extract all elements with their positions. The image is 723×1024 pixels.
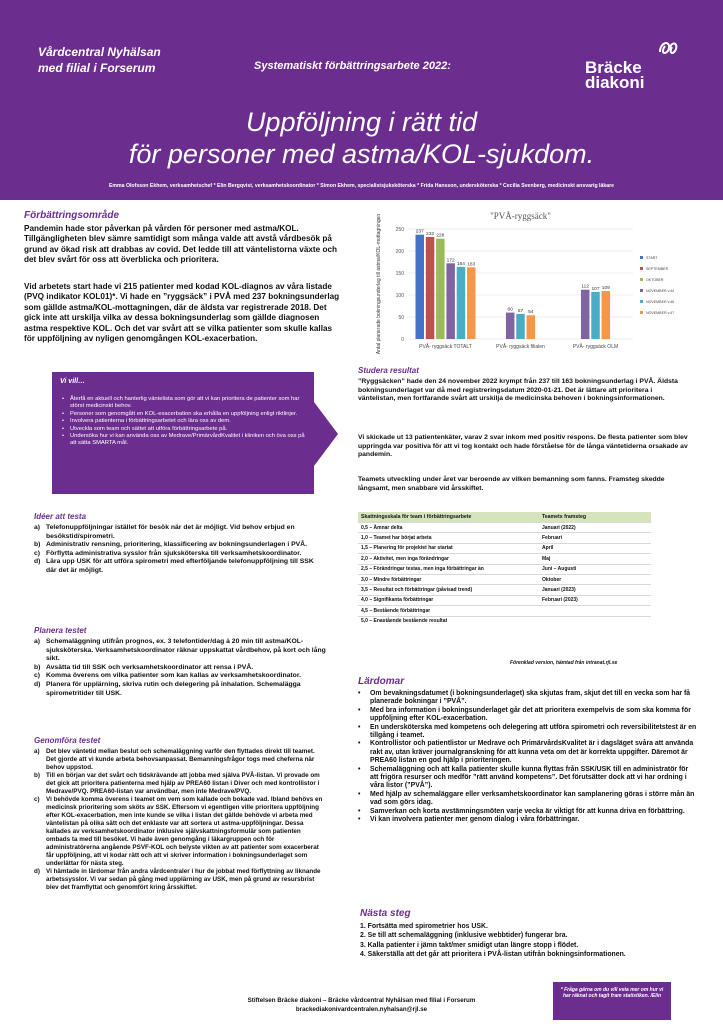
bar [457, 267, 466, 339]
bar [527, 315, 536, 339]
bar-value-label: 163 [467, 262, 476, 268]
bar [506, 313, 515, 339]
planera-item [34, 672, 326, 681]
y-tick-label: 200 [395, 249, 404, 255]
legend-swatch [640, 278, 643, 281]
table-row [358, 554, 651, 564]
footer-line-1: Stiftelsen Bräcke diakoni – Bräcke vårdcentral Nyhälsan med filial i Forserum [247, 997, 476, 1004]
lardom-item: • Vi kan involvera patienter mer genom dialog i våra förbättringar. [358, 816, 698, 824]
statistics-note: * Fråga gärna om du vill veta mer om hur vi har räknat och tagit fram statistiken. /Elin [553, 982, 671, 1020]
bar-value-label: 109 [601, 286, 610, 292]
table-row [358, 533, 651, 543]
item-marker: a) [34, 524, 41, 531]
item-marker: a) [34, 748, 40, 755]
lardom-item: • En undersköterska med kompetens och delegering att utföra spirometri och reversibilitetstest är en tillgång i teamet. [358, 724, 698, 741]
legend-label: NOVEMBER v.47 [646, 311, 675, 315]
bar-value-label: 54 [528, 310, 534, 316]
org-line-1: Vårdcentral Nyhälsan [38, 45, 161, 59]
lardom-item: • Om bevakningsdatumet (i bokningsunderlaget) ska skjutas fram, skjut det till en vecka som har få planerade bokningar i ”PVÅ”. [358, 690, 698, 707]
studera-paragraph-1: ”Ryggsäcken” hade den 24 november 2022 krympt från 237 till 163 bokningsunderlag i PVÅ. Äldsta bokningsunderlaget var då med registreringsdatum 2020-01-21. Det är lättare att prioritera i väntelistan, men fortfarande svårt att urskilja de medicinska behoven i bokningsinformationen. [358, 378, 678, 403]
item-marker: b) [34, 772, 40, 779]
table-cell: 0,5 – Ämnar delta [358, 523, 539, 533]
legend-swatch [640, 267, 643, 270]
lardom-item: • Samverkan och korta avstämningsmöten varje vecka är viktigt för att kunna driva en förbättring. [358, 808, 698, 816]
y-tick-label: 0 [401, 337, 404, 343]
ideer-item [34, 541, 326, 550]
item-marker: c) [34, 672, 41, 680]
table-row [358, 606, 651, 616]
legend-label: NOVEMBER v.44 [646, 289, 675, 293]
y-tick-label: 50 [398, 315, 404, 321]
vi-vill-item: • Personer som genomgått en KOL-exacerbation ska erhålla en uppföljning enligt riktlinjer. [62, 411, 308, 418]
table-cell: 2,0 – Aktivitet, men inga förändringar [358, 554, 539, 564]
vi-vill-item: • Återfå en aktuell och hanterlig väntelista som gör att vi kan prioritera de patienter som har störst medicinskt behov. [62, 396, 308, 411]
genomfora-testet-heading: Genomföra testet [34, 736, 101, 745]
item-text: Komma överens om vilka patienter som kan kallas av verksamhetskoordinator. [46, 672, 301, 680]
table-row [358, 574, 651, 584]
item-marker: d) [34, 868, 40, 875]
legend-label: NOVEMBER v.46 [646, 300, 675, 304]
genomfora-item [34, 748, 326, 772]
legend-label: SEPTEMBER [646, 267, 669, 271]
nasta-steg-list [360, 922, 700, 960]
logo-mark-icon [657, 38, 679, 58]
vi-vill-item: • Involvera patienterna i förbättringsarbetet och lära oss av dem. [62, 418, 308, 425]
table-cell [539, 616, 651, 626]
nasta-steg-item: 4. Säkerställa att det går att prioritera i PVÅ-listan utifrån bokningsinformationen. [360, 951, 626, 959]
bar-value-label: 164 [456, 261, 465, 267]
lardom-item: • Kontrollistor och patientlistor ur Medrave och PrimärvårdsKvalitet är i dagsläget svåra att använda rakt av, utan kräver journalgranskning för att kunna veta om det är korrekta uppgifter. Däremot är PREA60 listan en god hjälp i prioriteringen. [358, 740, 698, 765]
genomfora-item [34, 772, 326, 796]
y-tick-label: 150 [395, 271, 404, 277]
table-cell: Oktober [539, 574, 651, 584]
item-text: Planera för upplärning, skriva rutin och delegering på inhalation. Schemalägga spirometritider till USK. [46, 680, 301, 697]
planera-item [34, 681, 326, 698]
item-marker: c) [34, 796, 40, 803]
legend-swatch [640, 256, 643, 259]
nasta-steg-item: 3. Kalla patienter i jämn takt/mer smidigt utan längre stopp i flödet. [360, 941, 579, 949]
bar [436, 239, 445, 339]
bar-value-label: 228 [436, 233, 445, 239]
nasta-steg-heading: Nästa steg [360, 908, 411, 919]
nasta-steg-item: 2. Se till att schemaläggning (inklusive webbtider) fungerar bra. [360, 932, 568, 940]
studera-paragraph-3: Teamets utveckling under året var beroende av vilken bemanning som fanns. Framsteg skedde långsamt, men snabbare vid årsskiftet. [358, 476, 665, 492]
vi-vill-box [52, 372, 314, 494]
table-cell: 4,0 – Signifikanta förbättringar [358, 595, 539, 605]
legend-swatch [640, 300, 643, 303]
bar-value-label: 112 [581, 284, 590, 290]
lardomar-list [358, 690, 698, 825]
authors-line: Emma Olofsson Ekhem, verksamhetschef * Elin Bergqvist, verksamhetskoordinator * Simon Ekhem, specialistsjuksköterska * Frida Hansson, undersköterska * Cecilia Svenberg, medicinskt ansvarig läkare [108, 183, 615, 189]
item-marker: d) [34, 680, 41, 688]
table-cell: Februari (2023) [539, 595, 651, 605]
bar [467, 267, 476, 339]
table-cell [539, 606, 651, 616]
legend-label: OKTOBER [646, 278, 664, 282]
bar-value-label: 237 [415, 229, 424, 235]
forbattringsomrade-paragraph-2: Vid arbetets start hade vi 215 patienter med kodad KOL-diagnos av våra listade (PVQ indikator KOL01)*. Vi hade en ”ryggsäck” i PVÅ med 237 bokningsunderlag som gällde astma/KOL-mottagningen, där de äldsta var registrerade 2018. Det gick inte att urskilja vilka av dessa bokningsunderlag som gällde diagnosen astma respektive KOL. Och det var svårt att se vilka patienter som skulle kallas för uppföljning av nyligen genomgången KOL-exacerbation. [24, 282, 340, 344]
item-text: Schemaläggning utifrån prognos, ex. 3 telefontider/dag á 20 min till astma/KOL-sjuksköterska. Verksamhetskoordinator räknar uppskattat vårdbehov, på kort och lång sikt. [46, 638, 326, 663]
bar-value-label: 107 [591, 286, 600, 292]
item-text: Administrativ rensning, prioritering, klassificering av bokningsunderlagen i PVÅ. [46, 541, 307, 549]
item-marker: a) [34, 638, 41, 645]
lardom-item: • Schemaläggning och att kalla patienter skulle kunna flyttas från SSK/USK till en administratör för att frigöra resurser och medför ”rätt använd kompetens”. Det förutsätter dock att vi har ordning i våra listor (”PVÅ”). [358, 766, 698, 791]
poster-header [0, 0, 723, 200]
table-row [358, 564, 651, 574]
poster-title [0, 106, 723, 170]
table-cell: 1,0 – Teamet har börjat arbeta [358, 533, 539, 543]
table-cell: Maj [539, 554, 651, 564]
genomfora-item [34, 868, 326, 892]
bar [416, 235, 425, 339]
poster-subtitle: Systematiskt förbättringsarbete 2022: [254, 60, 451, 72]
bracke-diakoni-logo [585, 38, 695, 98]
table-header-cell: Skattningsskala för team i förbättringsarbete [358, 512, 539, 523]
lardom-item: • Med bra information i bokningsunderlaget går det att prioritera exempelvis de som ska komma för uppföljning efter KOL-exacerbation. [358, 707, 698, 724]
skattningsskala-table [358, 512, 651, 626]
table-cell: Januari (2023) [539, 585, 651, 595]
logo-word-2: diakoni [585, 73, 645, 92]
table-row [358, 595, 651, 605]
logo-word-1: Bräcke [585, 58, 642, 77]
item-marker: b) [34, 663, 41, 671]
vi-vill-item: • Utveckla som team och sättet att utföra förbättringsarbete på. [62, 426, 308, 433]
bar-value-label: 172 [446, 258, 455, 264]
planera-list [34, 638, 326, 698]
x-tick-label: PVÅ- ryggsäck filialen [496, 344, 545, 350]
planera-testet-heading: Planera testet [34, 626, 87, 635]
x-tick-label: PVÅ- ryggsäck OLM [572, 344, 619, 350]
ideer-att-testa-heading: Idéer att testa [34, 512, 87, 521]
y-tick-label: 100 [395, 293, 404, 299]
item-marker: c) [34, 549, 41, 557]
bar-value-label: 57 [517, 308, 524, 314]
bar [581, 290, 590, 339]
genomfora-item [34, 796, 326, 868]
item-marker: b) [34, 541, 41, 549]
org-line-2: med filial i Forserum [38, 61, 156, 75]
y-tick-label: 250 [395, 227, 404, 233]
organization-name [38, 44, 161, 76]
item-text: Avsätta tid till SSK och verksamhetskoordinator att rensa i PVÅ. [46, 663, 254, 671]
lardom-item: • Med hjälp av schemaläggare eller verksamhetskoordinator kan samplanering göras i större mån än vad som görs idag. [358, 791, 698, 808]
ideer-item [34, 524, 326, 541]
x-tick-label: PVÅ- ryggsäck TOTALT [419, 344, 472, 350]
genomfora-list [34, 748, 326, 892]
item-marker: d) [34, 558, 41, 566]
bar-value-label: 232 [426, 231, 435, 237]
table-cell: 4,5 – Bestående förbättringar [358, 606, 539, 616]
item-text: Det blev väntetid mellan beslut och schemaläggning varför den flyttades direkt till teamet. Det gjorde att vi kunde arbeta behovsanpassat. Bemanningsfrågor togs med cheferna när behov uppstod. [46, 748, 315, 771]
title-line-1: Uppföljning i rätt tid [245, 107, 478, 137]
ideer-list [34, 524, 326, 576]
planera-item [34, 638, 326, 664]
item-text: Vi hämtade in lärdomar från andra vårdcentraler i hur de jobbat med förflyttning av liknande arbetssysslor. Vi var sedan på gång med upplärning av USK, men på grund av resursbrist blev det framflyttat och genomfört kring årsskiftet. [46, 868, 321, 891]
table-cell: 2,5 – Förändringar testas, men inga förbättringar än [358, 564, 539, 574]
bar-value-label: 60 [507, 307, 513, 313]
studera-resultat-heading: Studera resultat [358, 366, 419, 375]
vi-vill-item: • Undersöka hur vi kan använda oss av Medrave/PrimärvårdKvalitet i kliniken och öva oss på att sätta SMARTA mål. [62, 433, 308, 448]
ideer-item [34, 558, 326, 575]
table-row [358, 523, 651, 533]
table-header-cell: Teamets framsteg [539, 512, 651, 523]
legend-swatch [640, 311, 643, 314]
table-cell: 5,0 – Enastående bestående resultat [358, 616, 539, 626]
vi-vill-list [62, 396, 308, 448]
chart-title: "PVÅ-ryggsäck" [490, 211, 551, 221]
title-line-2: för personer med astma/KOL-sjukdom. [128, 139, 595, 169]
bar [426, 237, 435, 339]
bar [602, 291, 611, 339]
table-caption: Förenklad version, hämtad från intranat.rjl.se [510, 660, 618, 666]
table-row [358, 616, 651, 626]
studera-paragraph-2: Vi skickade ut 13 patientenkäter, varav 2 svar inkom med positiv respons. De flesta patienter som blev uppringda var positiva för att vi tog kontakt och hade förståelse för de långa väntetiderna orsakade av pandemin. [358, 434, 688, 459]
item-text: Telefonuppföljningar istället för besök när det är möjligt. Vid behov erbjud en besökstid/spirometri. [46, 524, 295, 540]
item-text: Vi behövde komma överens i teamet om vem som kallade och bokade vad. Ibland behövs en medicinsk prioritering som sköts av SSK. Eftersom vi egentligen ville prioritera uppföljning efter KOL-exacerbation, men inte kunde se vilka i listan det gällde behövde vi arbeta med väntelistan på olika sätt och det enklaste var att sortera ut astma-uppföljningar. Dessa kallades av verksamhetskoordinator inklusive självskattningsformulär som patienten ombads ta med till besöket. Vi hade även genomgång i läkargruppen och för administratörerna angående PSVF-KOL och belyste vikten av att patienter som exacerberat får uppföljning, att vi kodar rätt och att vi skriver information i bokningsunderlaget som underlättar för nästa steg. [46, 796, 323, 867]
pva-ryggsack-chart [368, 207, 698, 355]
planera-item [34, 664, 326, 673]
forbattringsomrade-heading: Förbättringsområde [24, 210, 120, 221]
forbattringsomrade-paragraph-1: Pandemin hade stor påverkan på vården för personer med astma/KOL. Tillgängligheten blev sämre samtidigt som många valde att avstå vårdbesök på grund av ökad risk att drabbas av covid. Det ledde till att väntelistorna växte och det blev svårt för oss att överblicka och prioritera. [24, 224, 338, 265]
chart-svg [368, 207, 698, 355]
bar [446, 263, 455, 339]
legend-swatch [640, 289, 643, 292]
table-cell: 3,0 – Mindre förbättringar [358, 574, 539, 584]
table-cell: 1,5 – Planering för projektet har startat [358, 543, 539, 553]
ideer-item [34, 550, 326, 559]
item-text: Förflytta administrativa sysslor från sjuksköterska till verksamhetskoordinator. [46, 549, 302, 557]
item-text: Till en början var det svårt och tidskrävande att jobba med själva PVÅ-listan. Vi provade om det gick att prioritera patienterna med hjälp av PREA60 listan i Diver och med kontrollistor i Medrave/PVQ. PREA60-listan var användbar, men inte Medrave/PVQ. [46, 772, 320, 795]
item-text: Lära upp USK för att utföra spirometri med efterföljande telefonuppföljning till SSK där det är möjligt. [46, 558, 314, 574]
lardomar-heading: Lärdomar [358, 676, 405, 687]
table-row [358, 543, 651, 553]
vi-vill-heading: Vi vill… [60, 378, 86, 385]
y-axis-label: Antal planerade bokningsunderlag till astma/KOL-mottagningen [376, 213, 382, 355]
legend-label: START [646, 256, 658, 260]
table-cell: Juni – Augusti [539, 564, 651, 574]
table-cell: Januari (2022) [539, 523, 651, 533]
table-cell: 3,5 – Resultat och förbättringar (påvisad trend) [358, 585, 539, 595]
table-cell: April [539, 543, 651, 553]
table-row [358, 585, 651, 595]
table-cell: Februari [539, 533, 651, 543]
nasta-steg-item: 1. Fortsätta med spirometrier hos USK. [360, 923, 488, 930]
bar [591, 292, 600, 339]
bar [516, 314, 525, 339]
table-header-row [358, 512, 651, 523]
footer-email: brackediakonivardcentralen.nyhalsan@rjl.se [295, 1006, 428, 1013]
